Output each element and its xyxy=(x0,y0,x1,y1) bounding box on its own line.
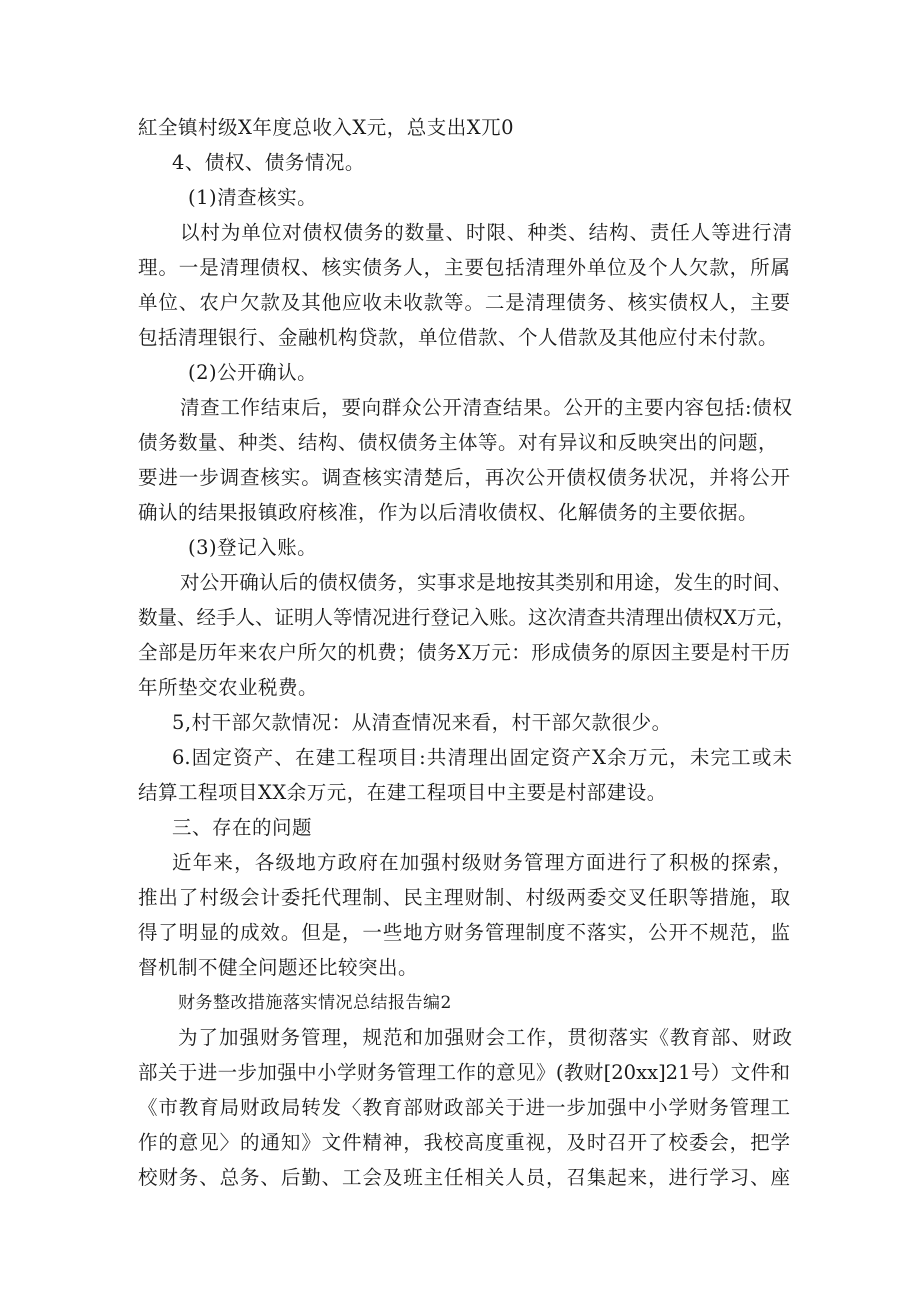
paragraph-line: 校财务、总务、后勤、工会及班主任相关人员，召集起来，进行学习、座 xyxy=(138,1166,790,1189)
paragraph-line: 对公开确认后的债权债务，实事求是地按其类别和用途，发生的时间、 xyxy=(180,571,792,594)
paragraph-line: 以村为单位对债权债务的数量、时限、种类、结构、责任人等进行清 xyxy=(180,221,792,244)
paragraph-line: 部关于进一步加强中小学财务管理工作的意见》(教财[20xx]21号）文件和 xyxy=(138,1061,790,1084)
paragraph-line: 单位、农户欠款及其他应收未收款等。二是清理债务、核实债权人，主要 xyxy=(138,291,790,314)
paragraph-line: 年所垫交农业税费。 xyxy=(138,676,319,699)
paragraph-line: 清查工作结束后，要向群众公开清查结果。公开的主要内容包括:债权 xyxy=(180,396,792,419)
paragraph-line: 近年来，各级地方政府在加强村级财务管理方面进行了积极的探索， xyxy=(172,851,792,874)
paragraph-line: 确认的结果报镇政府核准，作为以后清收债权、化解债务的主要依据。 xyxy=(138,501,759,524)
section-heading: 三、存在的问题 xyxy=(172,816,313,839)
paragraph-line: 结算工程项目XX余万元，在建工程项目中主要是村部建设。 xyxy=(138,781,667,804)
paragraph-line: 包括清理银行、金融机构贷款，单位借款、个人借款及其他应付未付款。 xyxy=(138,326,779,349)
subsection-heading: (1)清查核实。 xyxy=(188,186,318,209)
text-line: 紅全镇村级X年度总收入X元，总支出X兀0 xyxy=(138,116,515,139)
paragraph-line: 得了明显的成效。但是，一些地方财务管理制度不落实，公开不规范，监 xyxy=(138,921,790,944)
paragraph-line: 债务数量、种类、结构、债权债务主体等。对有异议和反映突出的问题， xyxy=(138,431,779,454)
paragraph-line: 理。一是清理债权、核实债务人，主要包括清理外单位及个人欠款，所属 xyxy=(138,256,790,279)
paragraph-line: 《市教育局财政局转发〈教育部财政部关于进一步加强中小学财务管理工 xyxy=(138,1096,790,1119)
paragraph-line: 为了加强财务管理，规范和加强财会工作，贯彻落实《教育部、财政 xyxy=(178,1026,792,1049)
section-heading: 5,村干部欠款情况：从清查情况来看，村干部欠款很少。 xyxy=(172,711,672,734)
paragraph-line: 督机制不健全问题还比较突出。 xyxy=(138,956,419,979)
paragraph-line: 推出了村级会计委托代理制、民主理财制、村级两委交叉任职等措施，取 xyxy=(138,886,790,909)
paragraph-line: 要进一步调查核实。调查核实清楚后，再次公开债权债务状况，并将公开 xyxy=(138,466,790,489)
paragraph-line: 6.固定资产、在建工程项目:共清理出固定资产X余万元，未完工或未 xyxy=(172,746,792,769)
subsection-heading: (3)登记入账。 xyxy=(188,536,318,559)
subsection-heading: (2)公开确认。 xyxy=(188,361,318,384)
section-heading: 4、债权、债务情况。 xyxy=(172,151,365,174)
paragraph-line: 作的意见〉的通知》文件精神，我校高度重视，及时召开了校委会，把学 xyxy=(138,1131,790,1154)
report-title: 财务整改措施落实情况总结报告编2 xyxy=(178,993,452,1013)
paragraph-line: 数量、经手人、证明人等情况进行登记入账。这次清查共清理出债权X万元， xyxy=(138,606,796,629)
paragraph-line: 全部是历年来农户所欠的机费；债务X万元：形成债务的原因主要是村干历 xyxy=(138,641,790,664)
